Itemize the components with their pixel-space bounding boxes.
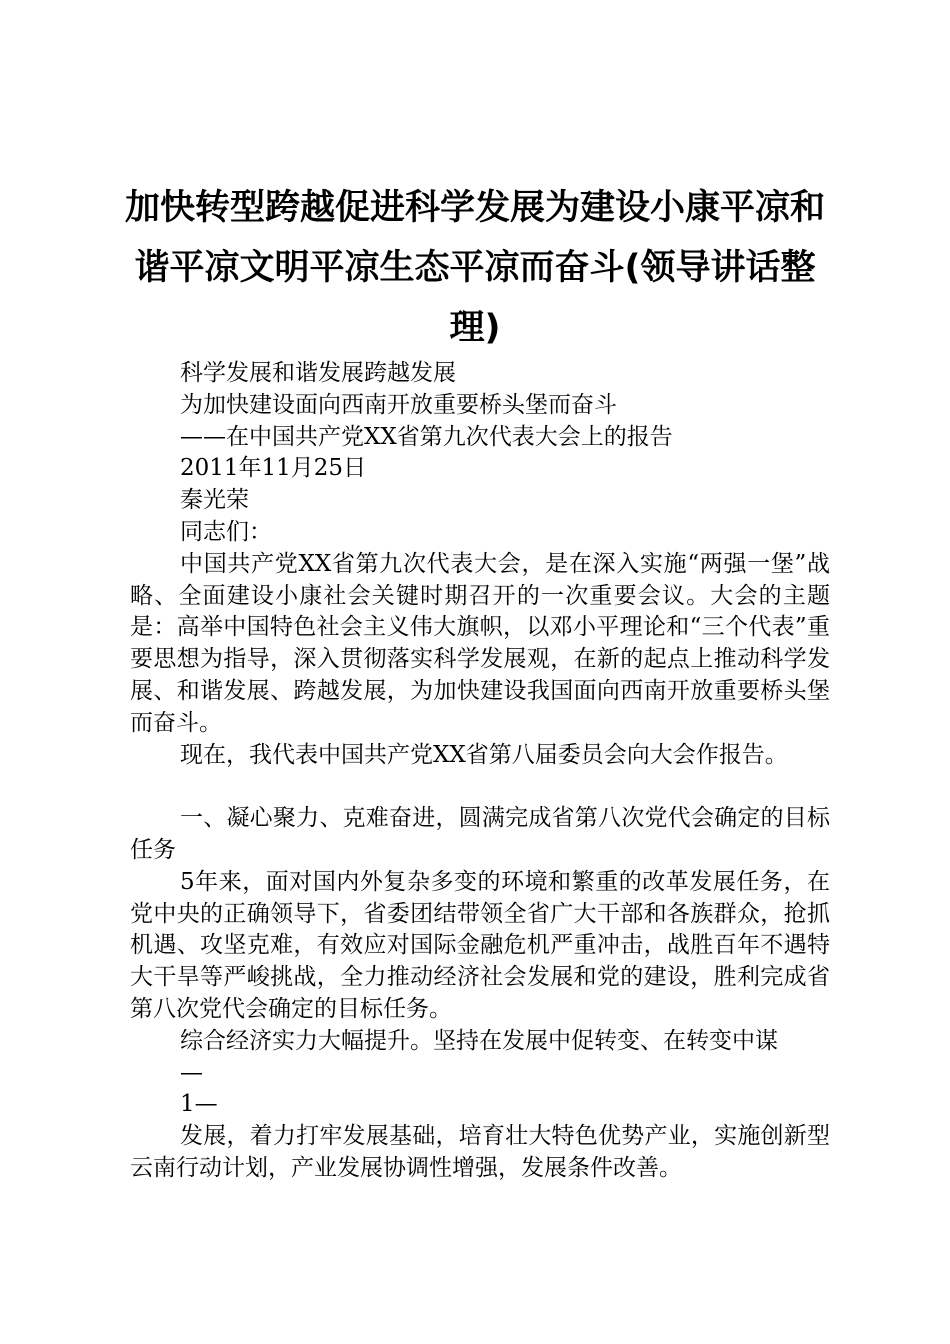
paragraph: 综合经济实力大幅提升。坚持在发展中促转变、在转变中谋 xyxy=(180,1027,778,1054)
report-author: 秦光荣 xyxy=(180,487,249,514)
section-heading: 一、凝心聚力、克难奋进，圆满完成省第八次党代会确定的目标任务 xyxy=(130,805,830,863)
subtitle-line: 科学发展和谐发展跨越发展 xyxy=(180,360,456,386)
report-occasion: ——在中国共产党XX省第九次代表大会上的报告 xyxy=(180,423,673,450)
paragraph: 现在，我代表中国共产党XX省第八届委员会向大会作报告。 xyxy=(180,741,788,768)
page-marker-dash: — xyxy=(180,1059,203,1086)
blank-line xyxy=(130,771,830,803)
document-body xyxy=(130,358,830,1185)
paragraph: 5年来，面对国内外复杂多变的环境和繁重的改革发展任务，在党中央的正确领导下，省委团结带领全省广大干部和各族群众，抢抓机遇、攻坚克难，有效应对国际金融危机严重冲击，战胜百年不遇特大干旱等严峻挑战，全力推动经济社会发展和党的建设，胜利完成省第八次党代会确定的目标任务。 xyxy=(130,868,830,1022)
subtitle-line: 为加快建设面向西南开放重要桥头堡而奋斗 xyxy=(180,391,617,418)
title-line-3: 理) xyxy=(449,308,501,348)
title-line-2: 谐平凉文明平凉生态平凉而奋斗(领导讲话整 xyxy=(134,248,816,288)
paragraph: 中国共产党XX省第九次代表大会，是在深入实施“两强一堡”战略、全面建设小康社会关键时期召开的一次重要会议。大会的主题是：高举中国特色社会主义伟大旗帜，以邓小平理论和“三个代表”重要思想为指导，深入贯彻落实科学发展观，在新的起点上推动科学发展、和谐发展、跨越发展，为加快建设我国面向西南开放重要桥头堡而奋斗。 xyxy=(130,550,830,736)
title-line-1: 加快转型跨越促进科学发展为建设小康平凉和 xyxy=(124,188,825,228)
document-title xyxy=(120,178,830,358)
page-number: 1— xyxy=(180,1091,218,1118)
paragraph: 发展，着力打牢发展基础，培育壮大特色优势产业，实施创新型云南行动计划，产业发展协调性增强，发展条件改善。 xyxy=(130,1123,830,1181)
report-date: 2011年11月25日 xyxy=(180,455,367,482)
salutation: 同志们： xyxy=(180,518,272,545)
